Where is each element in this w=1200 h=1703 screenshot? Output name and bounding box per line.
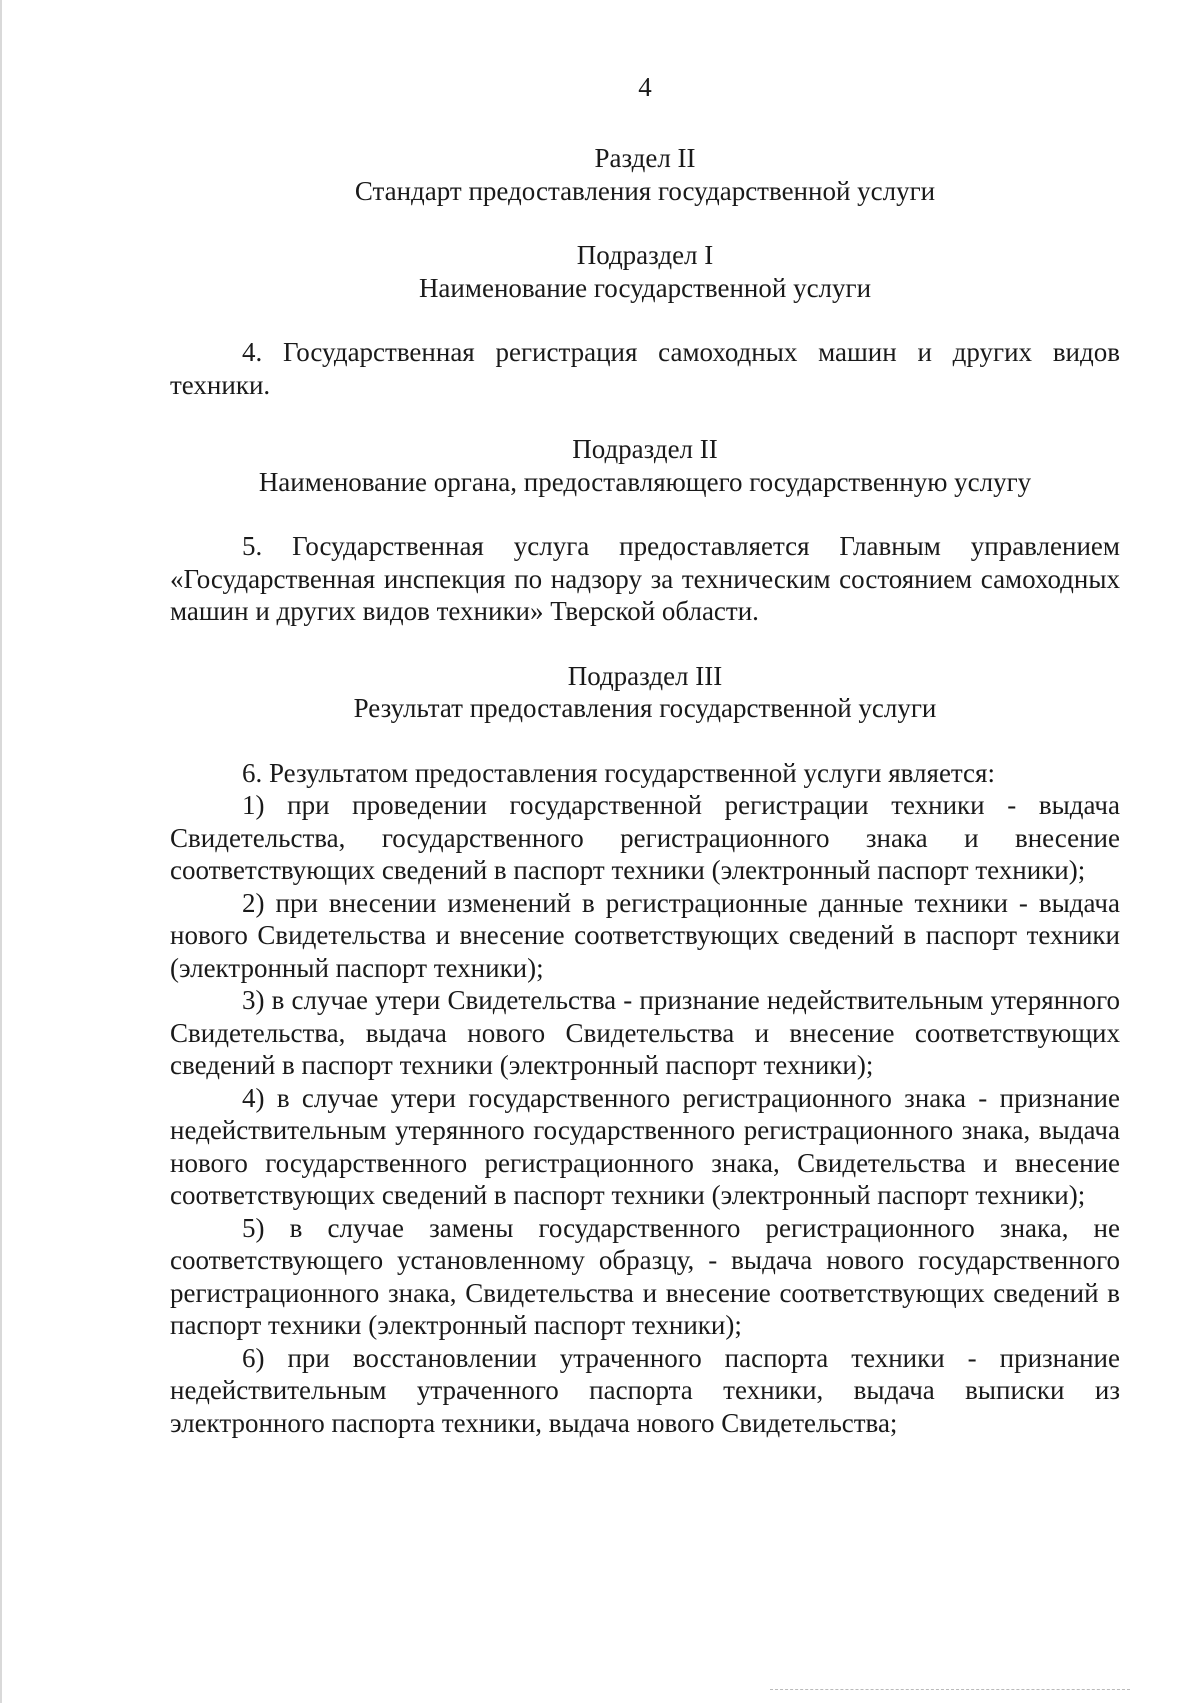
paragraph-6-intro: 6. Результатом предоставления государственной услуги является: [242, 757, 995, 788]
subsection-1-heading [170, 239, 1120, 304]
list-item-6: 6) при восстановлении утраченного паспорта техники - признание недействительным утраченного паспорта техники, выдача выписки из электронного паспорта техники, выдача нового Свидетельства; [170, 1342, 1120, 1438]
list-item-4: 4) в случае утери государственного регистрационного знака - признание недействительным утерянного государственного регистрационного знака, выдача нового государственного регистрационного знака, Свидетельства и внесение соответствующих сведений в паспорт техники (электронный паспорт техники); [170, 1082, 1120, 1210]
scan-artifact-line [770, 1689, 1130, 1690]
page-number: 4 [638, 72, 652, 102]
list-item-5: 5) в случае замены государственного регистрационного знака, не соответствующего установленному образцу, - выдача нового государственного регистрационного знака, Свидетельства и внесение соответствующих сведений в паспорт техники (электронный паспорт техники); [170, 1212, 1120, 1340]
subsection-1-title: Подраздел I [576, 240, 714, 270]
scan-edge [0, 0, 2, 1703]
list-item-2: 2) при внесении изменений в регистрационные данные техники - выдача нового Свидетельства и внесение соответствующих сведений в паспорт техники (электронный паспорт техники); [170, 887, 1120, 983]
subsection-3-heading [170, 660, 1120, 725]
section-title: Раздел II [594, 143, 696, 173]
subsection-1-subtitle: Наименование государственной услуги [418, 272, 872, 303]
document-body [170, 142, 1120, 1439]
subsection-3-subtitle: Результат предоставления государственной услуги [353, 693, 937, 723]
section-subtitle: Стандарт предоставления государственной услуги [354, 175, 936, 206]
subsection-2-title: Подраздел II [572, 434, 718, 464]
paragraph-4: 4. Государственная регистрация самоходных машин и других видов техники. [170, 337, 1120, 400]
subsection-3-title: Подраздел III [567, 660, 723, 691]
subsection-2-subtitle: Наименование органа, предоставляющего государственную услугу [258, 466, 1032, 497]
section-heading [170, 142, 1120, 207]
list-item-1: 1) при проведении государственной регистрации техники - выдача Свидетельства, государственного регистрационного знака и внесение соответствующих сведений в паспорт техники (электронный паспорт техники); [170, 790, 1120, 885]
list-item-3: 3) в случае утери Свидетельства - признание недействительным утерянного Свидетельства, выдача нового Свидетельства и внесение соответствующих сведений в паспорт техники (электронный паспорт техники); [170, 985, 1120, 1080]
subsection-2-heading [170, 433, 1120, 498]
paragraph-5: 5. Государственная услуга предоставляется Главным управлением «Государственная инспекция по надзору за техническим состоянием самоходных машин и других видов техники» Тверской области. [170, 531, 1120, 626]
